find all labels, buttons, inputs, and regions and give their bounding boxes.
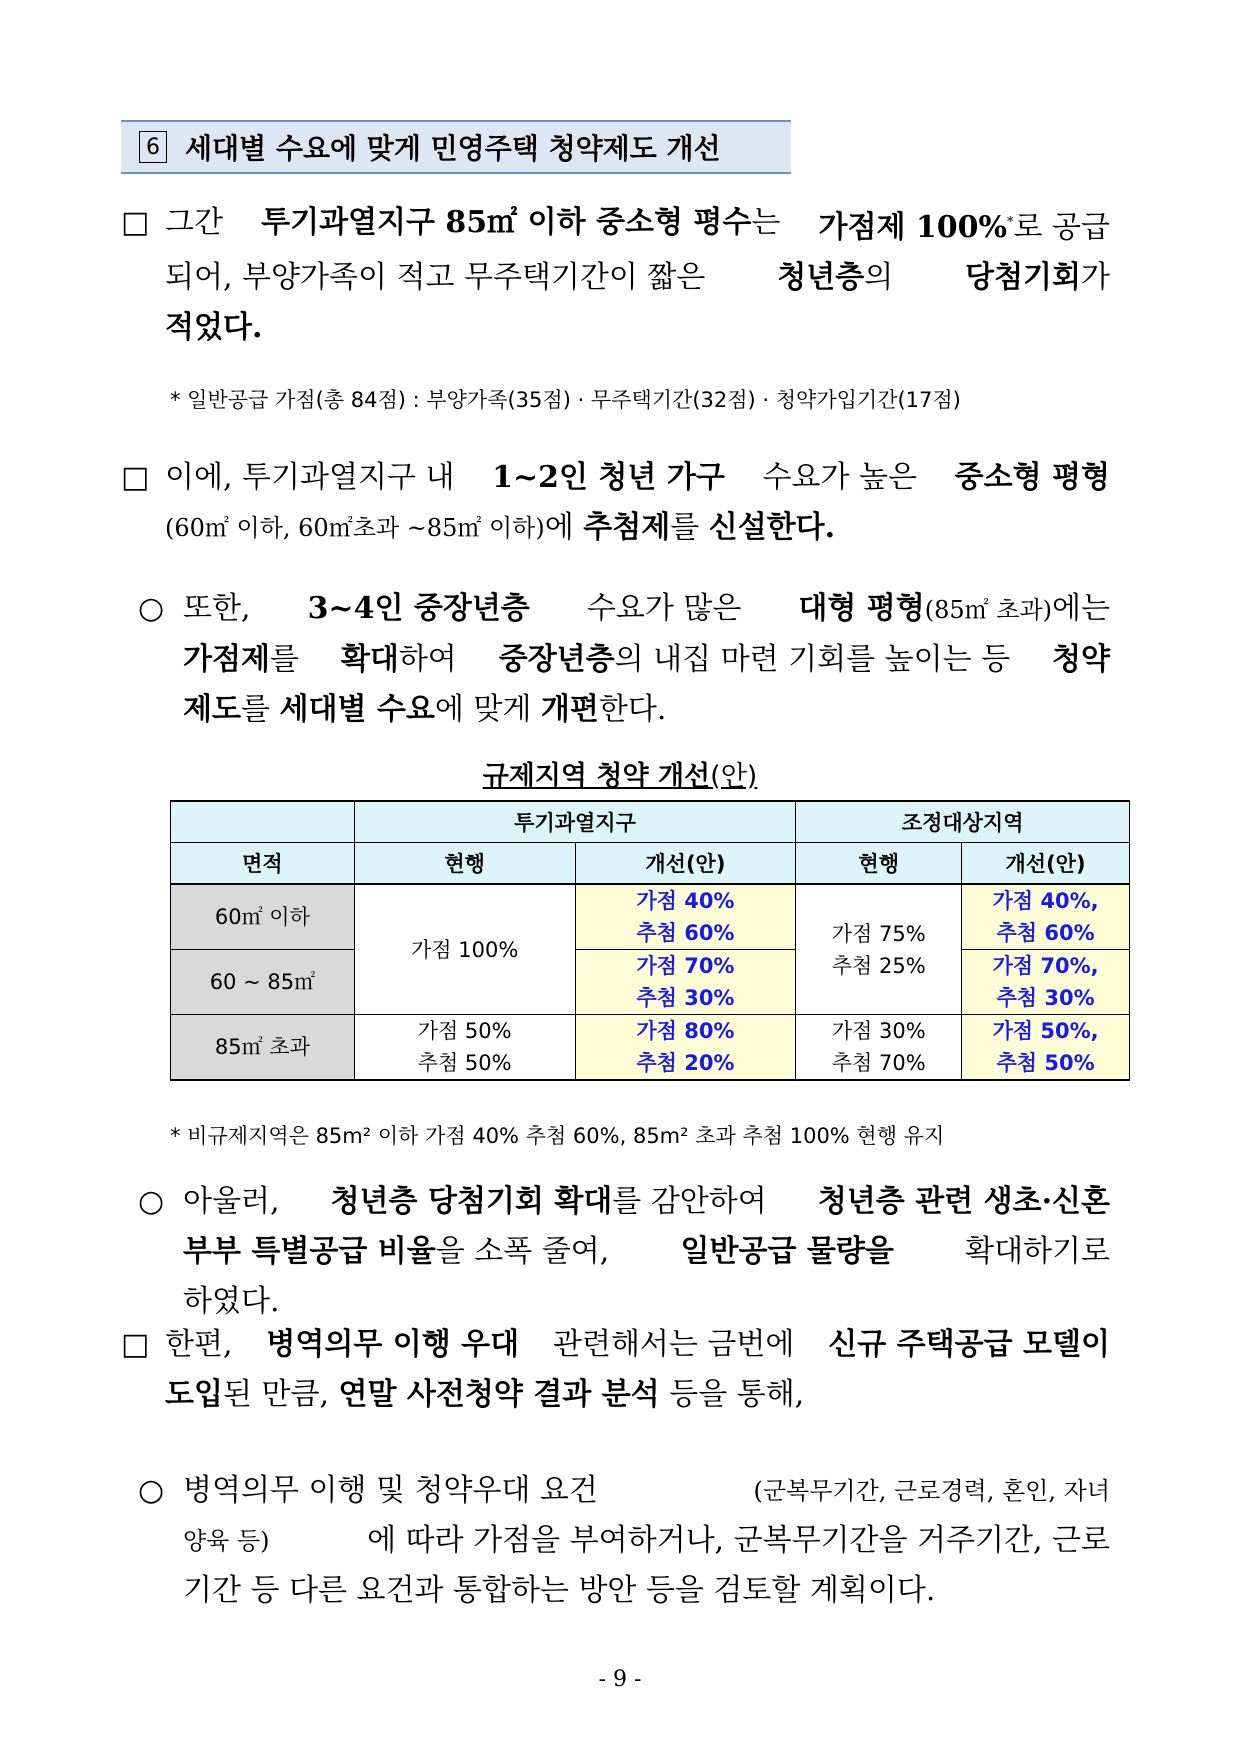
text: 되어, 부양가족이 적고 무주택기간이 짧은: [165, 260, 706, 295]
current-cell: [796, 884, 962, 1015]
text: (군복무기간, 근로경력, 혼인, 자녀: [753, 1477, 1110, 1505]
header-group-jojeong: 조정대상지역: [796, 801, 1130, 843]
header-empty: [171, 801, 355, 843]
text: 이에, 투기과열지구 내: [165, 460, 455, 495]
text: 을 소폭 줄여,: [435, 1234, 610, 1269]
text: 에 따라 가점을 부여하거나, 군복무기간을 거주기간, 근로: [367, 1523, 1110, 1558]
emphasis: 가점제 100%: [818, 210, 1008, 245]
cell-line: 추첨 50%: [996, 1051, 1095, 1075]
square-bullet: □: [121, 205, 150, 240]
circle-bullet: ○: [138, 1184, 165, 1219]
emphasis: 세대별 수요: [279, 692, 435, 727]
emphasis: 개편: [540, 692, 599, 727]
current-cell: 가점 100%: [354, 884, 575, 1015]
text: 수요가 많은: [586, 591, 742, 626]
paragraph-1: [165, 198, 1110, 353]
header-improved: 개선(안): [575, 843, 796, 885]
text: 수요가 높은: [762, 460, 917, 495]
cell-line: 가점 70%,: [992, 954, 1099, 978]
cell-line: 추첨 50%: [417, 1051, 512, 1075]
paragraph-line: [165, 303, 1110, 353]
paragraph-2: [165, 453, 1110, 553]
emphasis: 청년층 관련 생초·신혼: [817, 1184, 1110, 1219]
table-title-text: 규제지역 청약 개선: [482, 761, 711, 792]
area-cell: 60㎡ 이하: [171, 884, 355, 950]
area-cell: 85㎡ 초과: [171, 1015, 355, 1081]
area-cell: 60 ~ 85㎡: [171, 950, 355, 1015]
cell-line: 가점 50%: [417, 1019, 512, 1043]
text: 를: [670, 510, 700, 545]
emphasis: 신규 주택공급 모델이: [828, 1327, 1110, 1362]
text: 기간 등 다른 요건과 통합하는 방안 등을 검토할 계획이다.: [183, 1573, 936, 1608]
improved-cell: [962, 1015, 1130, 1081]
table-header-row: [171, 843, 1130, 885]
header-improved: 개선(안): [962, 843, 1130, 885]
paragraph-line: [183, 1466, 1110, 1516]
emphasis: 투기과열지구 85㎡ 이하 중소형 평수: [261, 205, 752, 240]
text: 의: [864, 260, 894, 295]
emphasis: 가점제: [183, 642, 270, 677]
current-cell: [354, 1015, 575, 1081]
section-heading: [121, 120, 791, 174]
paragraph-line: [183, 635, 1110, 685]
cell-line: 추첨 30%: [636, 986, 735, 1010]
text: 병역의무 이행 및 청약우대 요건: [183, 1473, 598, 1508]
improved-cell: [575, 1015, 796, 1081]
table-title-suffix: (안): [710, 761, 758, 792]
header-current: 현행: [354, 843, 575, 885]
text: 양육 등): [183, 1527, 270, 1555]
square-bullet: □: [121, 460, 150, 495]
text: 는: [751, 205, 781, 240]
table-header-row: [171, 801, 1130, 843]
cell-line: 가점 40%,: [992, 889, 1099, 913]
text: 한편,: [165, 1327, 233, 1362]
emphasis: 1~2인 청년 가구: [492, 460, 725, 495]
text: 에 맞게: [434, 692, 532, 727]
cell-line: 추첨 70%: [831, 1051, 926, 1075]
emphasis: 청년층: [777, 260, 865, 295]
text: 로 공급: [1013, 210, 1110, 245]
cell-line: 가점 80%: [636, 1019, 735, 1043]
text: 된 만큼,: [222, 1377, 329, 1412]
cell-line: 추첨 20%: [636, 1051, 735, 1075]
improved-cell: [962, 884, 1130, 950]
emphasis: 추첨제: [583, 510, 671, 545]
text: 를: [269, 642, 299, 677]
paragraph-line: [165, 198, 1110, 253]
text: 등을 통해,: [669, 1377, 805, 1412]
footnote-scoring: * 일반공급 가점(총 84점) : 부양가족(35점) · 무주택기간(32점) · 청약가입기간(17점): [170, 388, 961, 412]
paragraph-5: [165, 1320, 1110, 1420]
emphasis: 청년층 당첨기회 확대: [330, 1184, 613, 1219]
text: 한다.: [598, 692, 667, 727]
text: (60㎡ 이하, 60㎡초과 ~85㎡ 이하): [165, 514, 545, 542]
section-number: 6: [139, 131, 167, 163]
text: 그간: [165, 205, 223, 240]
table-row: [171, 1015, 1130, 1081]
text: 의 내집 마련 기회를 높이는 등: [614, 642, 1011, 677]
footnote-mark: *: [1007, 215, 1014, 230]
improved-cell: [575, 950, 796, 1015]
section-title: 세대별 수요에 맞게 민영주택 청약제도 개선: [185, 132, 721, 165]
emphasis: 도입: [165, 1377, 223, 1412]
paragraph-line: [165, 453, 1110, 503]
text: 관련해서는 금번에: [552, 1327, 795, 1362]
cell-line: 추첨 25%: [831, 953, 926, 978]
paragraph-line: [165, 253, 1110, 303]
paragraph-line: [183, 1227, 1110, 1277]
footnote-nonregulated: * 비규제지역은 85m² 이하 가점 40% 추첨 60%, 85m² 초과 추첨 100% 현행 유지: [170, 1124, 945, 1148]
emphasis: 중장년층: [498, 642, 615, 677]
page-number: - 9 -: [598, 1667, 642, 1692]
emphasis: 3~4인 중장년층: [307, 591, 530, 626]
paragraph-6: [183, 1466, 1110, 1616]
emphasis: 확대: [340, 642, 399, 677]
emphasis: 병역의무 이행 우대: [266, 1327, 520, 1362]
paragraph-4: [183, 1177, 1110, 1327]
emphasis: 연말 사전청약 결과 분석: [338, 1377, 660, 1412]
emphasis: 중소형 평형: [954, 460, 1110, 495]
paragraph-line: [165, 503, 1110, 553]
improved-cell: [962, 950, 1130, 1015]
cell-line: 가점 70%: [636, 954, 735, 978]
emphasis: 당첨기회: [965, 260, 1082, 295]
square-bullet: □: [121, 1327, 150, 1362]
paragraph-line: [183, 1516, 1110, 1566]
emphasis: 부부 특별공급 비율: [183, 1234, 436, 1269]
regulation-table: [170, 800, 1130, 1081]
cell-line: 추첨 60%: [996, 921, 1095, 945]
cell-line: 추첨 60%: [636, 921, 735, 945]
cell-line: 가점 75%: [831, 921, 926, 946]
text: 를: [240, 692, 270, 727]
cell-line: 가점 40%: [636, 889, 735, 913]
emphasis: 청약: [1052, 642, 1110, 677]
emphasis: 적었다.: [165, 310, 263, 345]
text: 를 감안하여: [612, 1184, 767, 1219]
paragraph-line: [183, 584, 1110, 635]
table-row: [171, 950, 1130, 1015]
cell-line: 추첨 30%: [996, 986, 1095, 1010]
emphasis: 제도: [183, 692, 241, 727]
paragraph-line: [183, 685, 1110, 735]
table-row: [171, 884, 1130, 950]
text: 하여: [398, 642, 457, 677]
emphasis: 신설한다.: [708, 510, 836, 545]
paragraph-line: [183, 1177, 1110, 1227]
text: 가: [1081, 260, 1110, 295]
header-group-tugi: 투기과열지구: [354, 801, 796, 843]
paragraph-line: [165, 1320, 1110, 1370]
current-cell: [796, 1015, 962, 1081]
emphasis: 일반공급 물량을: [680, 1234, 894, 1269]
cell-line: 가점 50%,: [992, 1019, 1099, 1043]
table-title: [0, 754, 1240, 793]
circle-bullet: ○: [138, 591, 165, 626]
header-current: 현행: [796, 843, 962, 885]
cell-line: 가점 30%: [831, 1019, 926, 1043]
improved-cell: [575, 884, 796, 950]
text: (85㎡ 초과): [924, 596, 1052, 624]
text: 에는: [1052, 591, 1110, 626]
emphasis: 대형 평형: [798, 591, 925, 626]
header-area: 면적: [171, 843, 355, 885]
paragraph-3: [183, 584, 1110, 735]
paragraph-line: [183, 1566, 1110, 1616]
text: 확대하기로: [965, 1234, 1110, 1269]
paragraph-line: [165, 1370, 1110, 1420]
text: 하였다.: [183, 1284, 280, 1319]
text: 또한,: [183, 591, 251, 626]
text: 아울러,: [183, 1184, 280, 1219]
text: 에: [544, 510, 574, 545]
circle-bullet: ○: [138, 1473, 165, 1508]
